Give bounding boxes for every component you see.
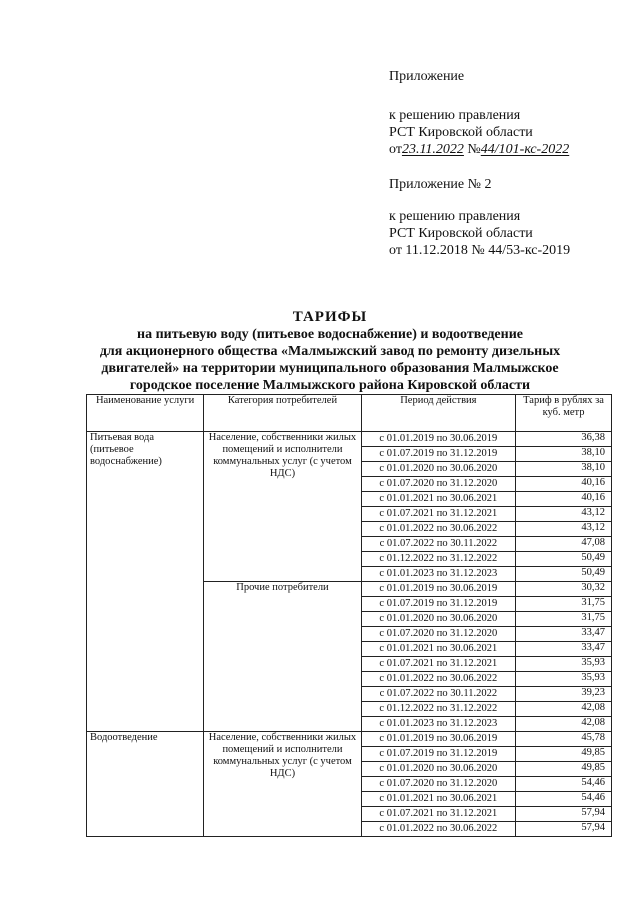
period-cell: с 01.07.2019 по 31.12.2019 bbox=[361, 597, 515, 612]
tariffs-table bbox=[86, 394, 612, 837]
period-cell: с 01.07.2020 по 31.12.2020 bbox=[361, 777, 515, 792]
table-row bbox=[87, 432, 612, 447]
table-row bbox=[87, 732, 612, 747]
header-service: Наименование услуги bbox=[87, 395, 204, 432]
appendix-date-prefix: от bbox=[389, 142, 402, 157]
period-cell: с 01.01.2022 по 30.06.2022 bbox=[361, 822, 515, 837]
title-line-3: двигателей» на территории муниципального образования Малмыжское bbox=[101, 361, 559, 376]
period-cell: с 01.01.2020 по 30.06.2020 bbox=[361, 762, 515, 777]
appendix2-decision-block bbox=[389, 208, 570, 259]
rate-cell: 38,10 bbox=[516, 462, 612, 477]
period-cell: с 01.01.2021 по 30.06.2021 bbox=[361, 642, 515, 657]
period-cell: с 01.01.2019 по 30.06.2019 bbox=[361, 432, 515, 447]
period-cell: с 01.01.2022 по 30.06.2022 bbox=[361, 522, 515, 537]
rate-cell: 39,23 bbox=[516, 687, 612, 702]
appendix-decision-block bbox=[389, 107, 569, 158]
period-cell: с 01.07.2022 по 30.11.2022 bbox=[361, 537, 515, 552]
category-cell: Население, собственники жилых помещений и исполнители коммунальных услуг (с учетом НДС) bbox=[204, 432, 361, 582]
category-cell: Население, собственники жилых помещений и исполнители коммунальных услуг (с учетом НДС) bbox=[204, 732, 361, 837]
appendix2-to-decision: к решению правления bbox=[389, 209, 521, 224]
rate-cell: 49,85 bbox=[516, 747, 612, 762]
service-cell: Питьевая вода (питьевое водоснабжение) bbox=[87, 432, 204, 732]
rate-cell: 49,85 bbox=[516, 762, 612, 777]
period-cell: с 01.07.2020 по 31.12.2020 bbox=[361, 477, 515, 492]
rate-cell: 31,75 bbox=[516, 612, 612, 627]
rate-cell: 40,16 bbox=[516, 477, 612, 492]
appendix-number-sign: № bbox=[467, 142, 481, 157]
header-period: Период действия bbox=[361, 395, 515, 432]
title-main: ТАРИФЫ bbox=[292, 309, 368, 325]
rate-cell: 30,32 bbox=[516, 582, 612, 597]
period-cell: с 01.12.2022 по 31.12.2022 bbox=[361, 702, 515, 717]
rate-cell: 35,93 bbox=[516, 657, 612, 672]
service-cell: Водоотведение bbox=[87, 732, 204, 837]
rate-cell: 45,78 bbox=[516, 732, 612, 747]
appendix-number-handwritten: 44/101-кс-2022 bbox=[480, 142, 570, 157]
header-rate: Тариф в рублях за куб. метр bbox=[516, 395, 612, 432]
rate-cell: 38,10 bbox=[516, 447, 612, 462]
period-cell: с 01.07.2021 по 31.12.2021 bbox=[361, 507, 515, 522]
period-cell: с 01.01.2020 по 30.06.2020 bbox=[361, 612, 515, 627]
period-cell: с 01.07.2019 по 31.12.2019 bbox=[361, 447, 515, 462]
title-line-1: на питьевую воду (питьевое водоснабжение) и водоотведение bbox=[137, 327, 523, 342]
period-cell: с 01.01.2021 по 30.06.2021 bbox=[361, 492, 515, 507]
table-header-row bbox=[87, 395, 612, 432]
header-category: Категория потребителей bbox=[204, 395, 361, 432]
period-cell: с 01.12.2022 по 31.12.2022 bbox=[361, 552, 515, 567]
rate-cell: 43,12 bbox=[516, 507, 612, 522]
period-cell: с 01.07.2020 по 31.12.2020 bbox=[361, 627, 515, 642]
appendix2-heading bbox=[389, 176, 492, 193]
appendix-heading bbox=[389, 68, 464, 85]
category-cell: Прочие потребители bbox=[204, 582, 361, 732]
rate-cell: 57,94 bbox=[516, 822, 612, 837]
appendix-to-decision: к решению правления bbox=[389, 108, 521, 123]
rate-cell: 54,46 bbox=[516, 792, 612, 807]
rate-cell: 31,75 bbox=[516, 597, 612, 612]
appendix-title: Приложение bbox=[389, 69, 465, 84]
appendix2-title: Приложение № 2 bbox=[389, 177, 492, 192]
appendix2-org: РСТ Кировской области bbox=[389, 226, 533, 241]
period-cell: с 01.01.2019 по 30.06.2019 bbox=[361, 732, 515, 747]
table-body bbox=[87, 432, 612, 837]
period-cell: с 01.01.2019 по 30.06.2019 bbox=[361, 582, 515, 597]
period-cell: с 01.07.2019 по 31.12.2019 bbox=[361, 747, 515, 762]
title-line-4: городское поселение Малмыжского района Кировской области bbox=[129, 378, 531, 393]
rate-cell: 57,94 bbox=[516, 807, 612, 822]
appendix-org: РСТ Кировской области bbox=[389, 125, 533, 140]
rate-cell: 54,46 bbox=[516, 777, 612, 792]
period-cell: с 01.07.2021 по 31.12.2021 bbox=[361, 807, 515, 822]
period-cell: с 01.01.2023 по 31.12.2023 bbox=[361, 717, 515, 732]
rate-cell: 36,38 bbox=[516, 432, 612, 447]
rate-cell: 50,49 bbox=[516, 567, 612, 582]
rate-cell: 35,93 bbox=[516, 672, 612, 687]
period-cell: с 01.01.2021 по 30.06.2021 bbox=[361, 792, 515, 807]
period-cell: с 01.07.2021 по 31.12.2021 bbox=[361, 657, 515, 672]
rate-cell: 40,16 bbox=[516, 492, 612, 507]
period-cell: с 01.01.2023 по 31.12.2023 bbox=[361, 567, 515, 582]
rate-cell: 42,08 bbox=[516, 717, 612, 732]
appendix-date-handwritten: 23.11.2022 bbox=[401, 142, 464, 157]
appendix-date-line bbox=[389, 141, 569, 158]
appendix2-date-line: от 11.12.2018 № 44/53-кс-2019 bbox=[389, 243, 571, 258]
rate-cell: 43,12 bbox=[516, 522, 612, 537]
document-title bbox=[60, 308, 600, 394]
period-cell: с 01.07.2022 по 30.11.2022 bbox=[361, 687, 515, 702]
rate-cell: 42,08 bbox=[516, 702, 612, 717]
rate-cell: 33,47 bbox=[516, 642, 612, 657]
rate-cell: 47,08 bbox=[516, 537, 612, 552]
period-cell: с 01.01.2022 по 30.06.2022 bbox=[361, 672, 515, 687]
period-cell: с 01.01.2020 по 30.06.2020 bbox=[361, 462, 515, 477]
rate-cell: 33,47 bbox=[516, 627, 612, 642]
title-line-2: для акционерного общества «Малмыжский завод по ремонту дизельных bbox=[99, 344, 561, 359]
rate-cell: 50,49 bbox=[516, 552, 612, 567]
